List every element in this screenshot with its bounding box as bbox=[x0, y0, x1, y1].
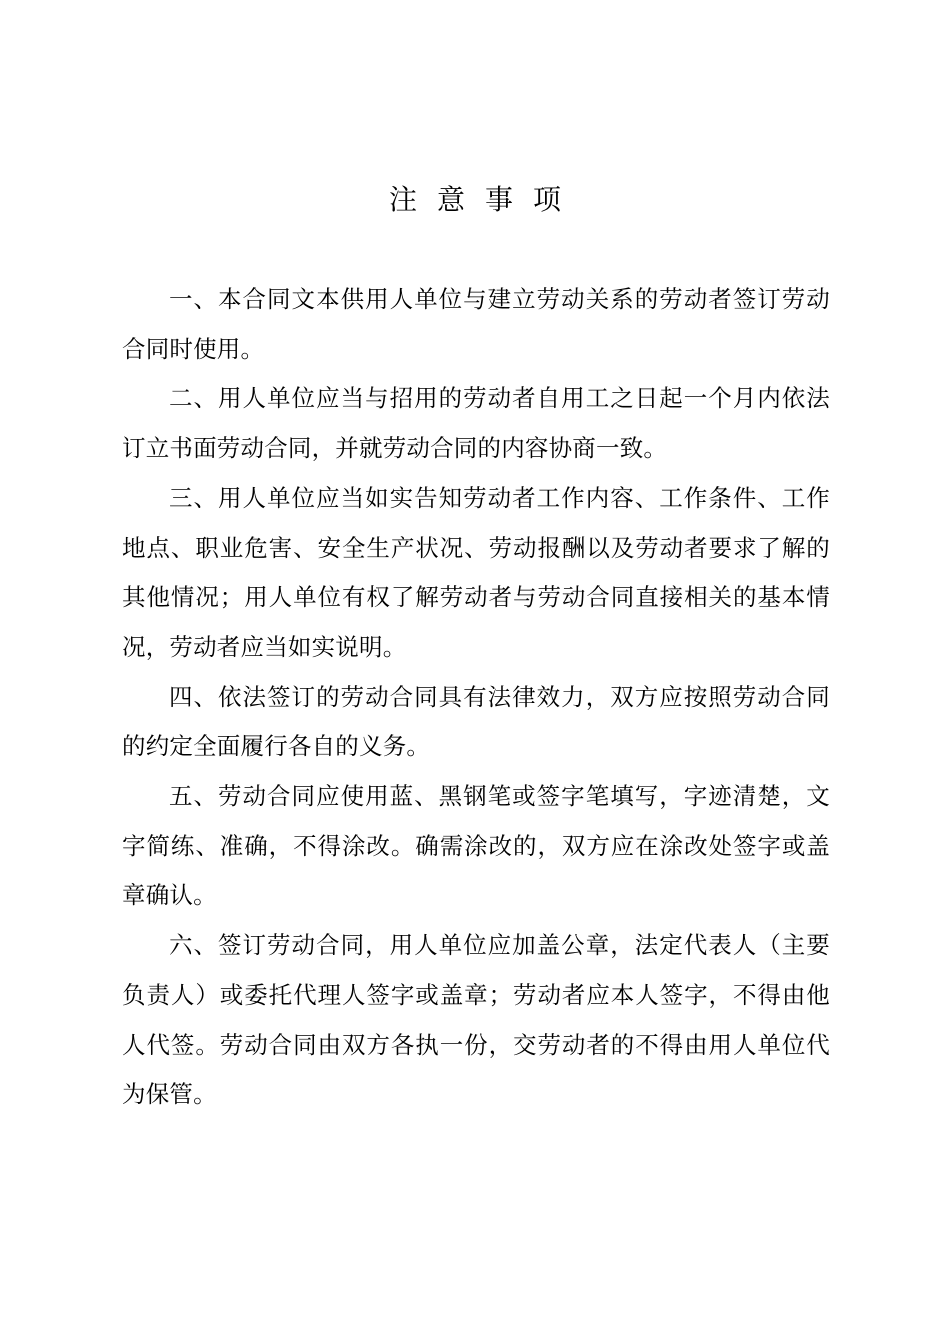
notice-item-4: 四、依法签订的劳动合同具有法律效力，双方应按照劳动合同的约定全面履行各自的义务。 bbox=[122, 682, 830, 761]
notice-item-3: 三、用人单位应当如实告知劳动者工作内容、工作条件、工作地点、职业危害、安全生产状况、劳动报酬以及劳动者要求了解的其他情况；用人单位有权了解劳动者与劳动合同直接相关的基本情况，劳动者应当如实说明。 bbox=[122, 483, 830, 661]
document-title: 注意事项 bbox=[388, 183, 581, 216]
notice-item-6: 六、签订劳动合同，用人单位应加盖公章，法定代表人（主要负责人）或委托代理人签字或盖章；劳动者应本人签字，不得由他人代签。劳动合同由双方各执一份，交劳动者的不得由用人单位代为保管。 bbox=[122, 931, 830, 1109]
notice-item-2: 二、用人单位应当与招用的劳动者自用工之日起一个月内依法订立书面劳动合同，并就劳动合同的内容协商一致。 bbox=[122, 384, 830, 463]
notice-item-1: 一、本合同文本供用人单位与建立劳动关系的劳动者签订劳动合同时使用。 bbox=[122, 285, 830, 363]
notice-item-5: 五、劳动合同应使用蓝、黑钢笔或签字笔填写，字迹清楚，文字简练、准确，不得涂改。确需涂改的，双方应在涂改处签字或盖章确认。 bbox=[122, 782, 830, 910]
notice-body bbox=[122, 275, 830, 1120]
